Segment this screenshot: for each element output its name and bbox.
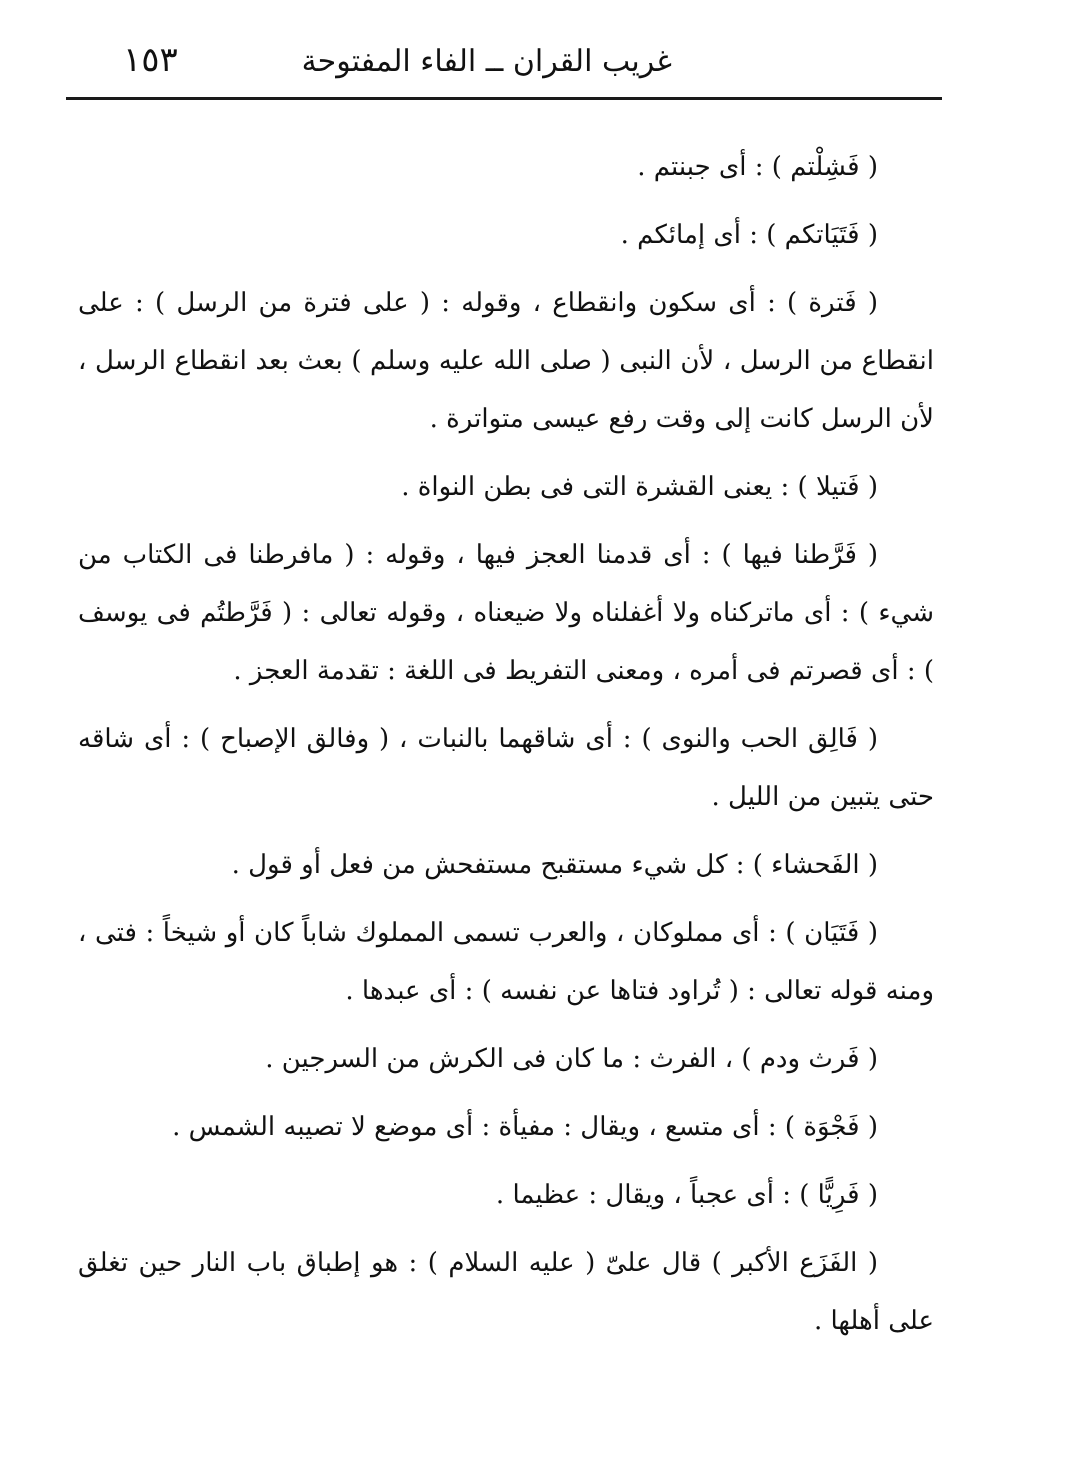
- glossary-entry: ( فَتيلا ) : يعنى القشرة التى فى بطن النواة .: [401, 472, 878, 502]
- glossary-entry: ( الفَزَع الأكبر ) قال علىّ ( عليه السلام ) : هو إطباق باب النار حين تغلق على أهلها .: [78, 1248, 934, 1336]
- glossary-entry: ( فَتَيَان ) : أى مملوكان ، والعرب تسمى المملوك شاباً كان أو شيخاً : فتى ، ومنه قوله تعالى : ( تُراود فتاها عن نفسه ) : أى عبدها .: [78, 918, 934, 1006]
- glossary-entry: ( فَجْوَة ) : أى متسع ، ويقال : مفيأة : أى موضع لا تصيبه الشمس .: [172, 1112, 878, 1142]
- glossary-entry: ( فَالِق الحب والنوى ) : أى شاقهما بالنبات ، ( وفالق الإصباح ) : أى شاقه حتى يتبين من الليل .: [78, 724, 934, 812]
- glossary-entry: ( فَتَيَاتكم ) : أى إمائكم .: [620, 220, 878, 250]
- page-header: [68, 38, 940, 88]
- glossary-entry: ( فَترة ) : أى سكون وانقطاع ، وقوله : ( على فترة من الرسل ) : على انقطاع من الرسل ، لأن النبى ( صلى الله عليه وسلم ) بعث بعد انقطاع الرسل ، لأن الرسل كانت إلى وقت رفع عيسى متواترة .: [78, 288, 934, 434]
- glossary-entry: ( فَشِلْتم ) : أى جبنتم .: [637, 152, 878, 182]
- glossary-entry: ( الفَحشاء ) : كل شيء مستقبح مستفحش من فعل أو قول .: [231, 850, 878, 880]
- running-title: غريب القران ــ الفاء المفتوحة: [301, 44, 672, 79]
- glossary-entry: ( فَرِيًّا ) : أى عجباً ، ويقال : عظيما .: [495, 1180, 878, 1210]
- header-rule: [66, 97, 942, 100]
- page-number: ١٥٣: [123, 40, 178, 80]
- glossary-body: [78, 138, 934, 1360]
- glossary-entry: ( فَرَّطنا فيها ) : أى قدمنا العجز فيها ، وقوله : ( مافرطنا فى الكتاب من شيء ) : أى ماتركناه ولا أغفلناه ولا ضيعناه ، وقوله تعالى : ( فَرَّطتُم فى يوسف ) : أى قصرتم فى أمره ، ومعنى التفريط فى اللغة : تقدمة العجز .: [78, 540, 934, 686]
- glossary-entry: ( فَرث ودم ) ، الفرث : ما كان فى الكرش من السرجين .: [265, 1044, 878, 1074]
